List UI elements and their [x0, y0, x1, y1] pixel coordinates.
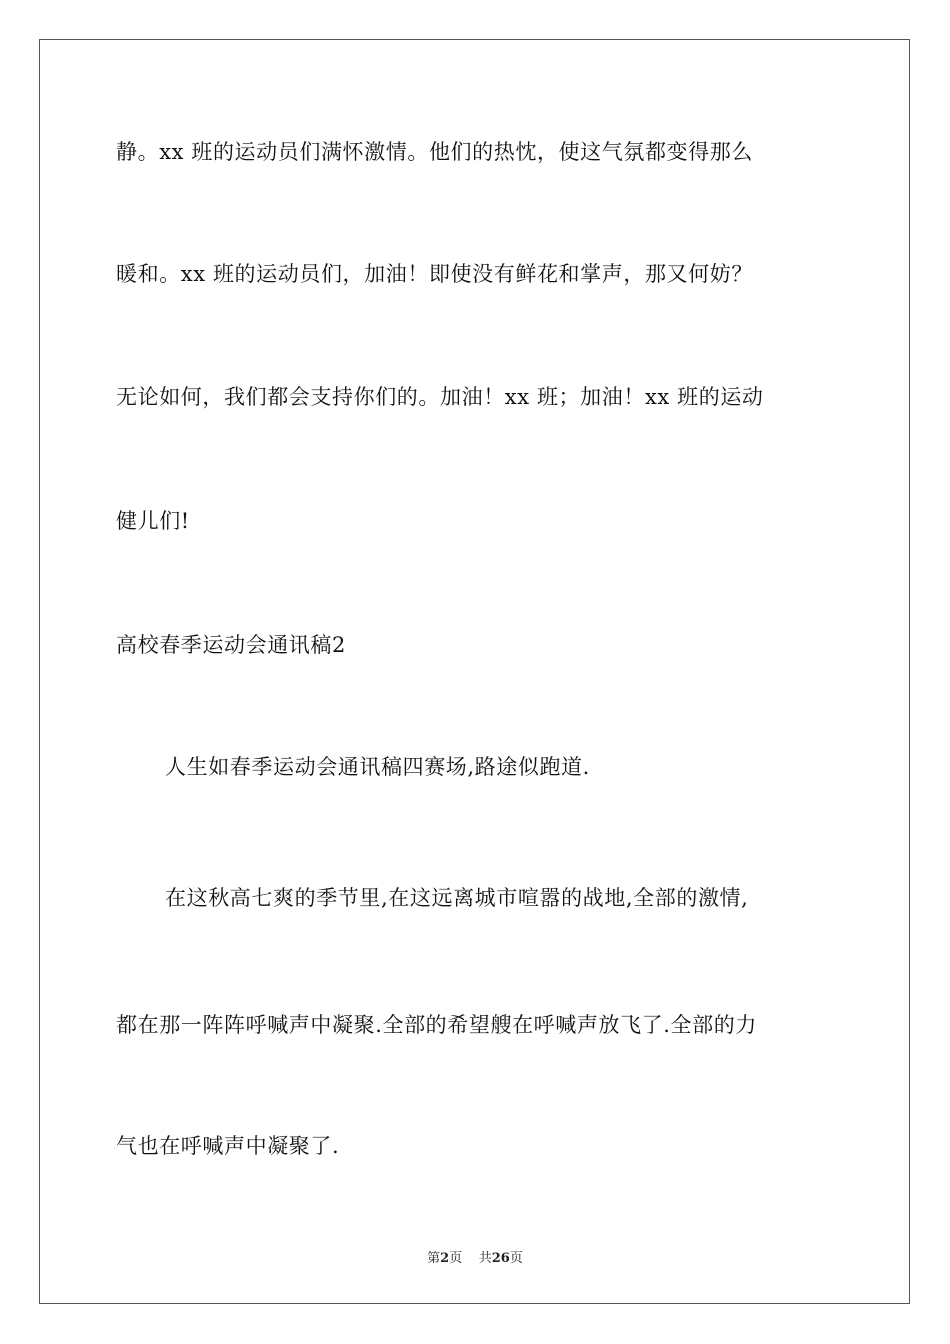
footer-page-word: 页 — [449, 1251, 463, 1266]
paragraph2-line1: 人生如春季运动会通讯稿四赛场,路途似跑道. — [165, 755, 590, 779]
footer-prefix: 第 — [427, 1251, 441, 1266]
paragraph1-line1: 静。xx 班的运动员们满怀激情。他们的热忱，使这气氛都变得那么 — [116, 140, 753, 164]
paragraph3-line1: 在这秋高七爽的季节里,在这远离城市喧嚣的战地,全部的激情, — [165, 886, 749, 910]
footer-total-pages: 26 — [491, 1251, 510, 1266]
section-title: 高校春季运动会通讯稿2 — [116, 633, 346, 657]
paragraph1-line4: 健儿们! — [116, 509, 190, 533]
footer-current-page: 2 — [440, 1251, 450, 1266]
paragraph3-line3: 气也在呼喊声中凝聚了. — [116, 1134, 340, 1158]
paragraph1-line2: 暖和。xx 班的运动员们，加油！即使没有鲜花和掌声，那又何妨？ — [116, 262, 753, 286]
paragraph1-line3: 无论如何，我们都会支持你们的。加油！xx 班；加油！xx 班的运动 — [116, 385, 764, 409]
footer-total-prefix: 共 — [478, 1251, 492, 1266]
footer-total-suffix: 页 — [509, 1251, 523, 1266]
page-footer — [0, 1247, 950, 1266]
page-border — [39, 39, 910, 1304]
paragraph3-line2: 都在那一阵阵呼喊声中凝聚.全部的希望艘在呼喊声放飞了.全部的力 — [116, 1013, 757, 1037]
